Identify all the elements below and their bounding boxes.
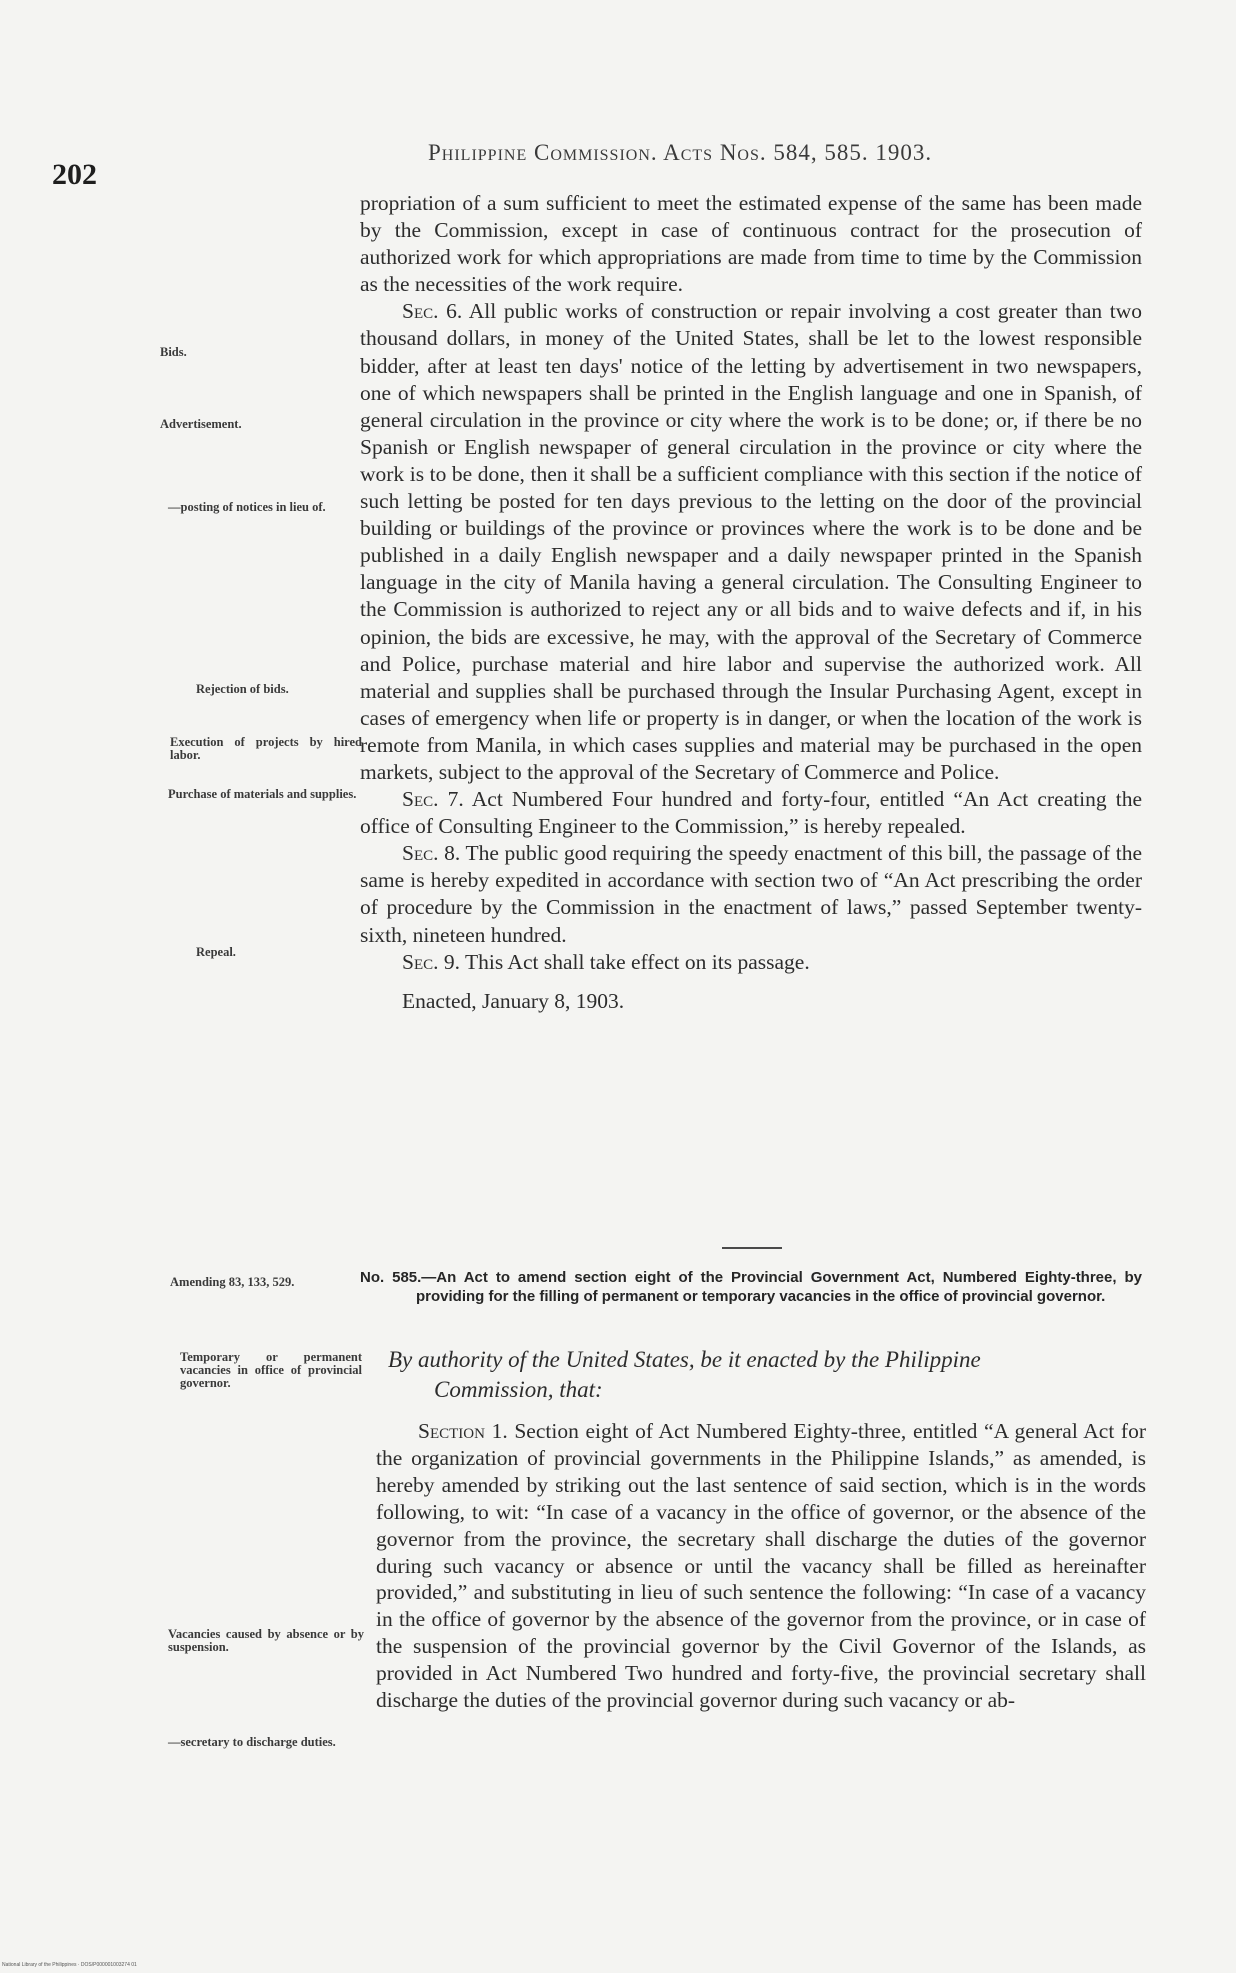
act-585-section-1 <box>376 1418 1146 1714</box>
enacted-date: Enacted, January 8, 1903. <box>402 988 625 1013</box>
section-8-label: Sec. 8. <box>402 841 461 866</box>
margin-note-secretary: —secretary to discharge duties. <box>168 1735 336 1749</box>
section-6 <box>360 298 1142 786</box>
act-584-continuation: propriation of a sum sufficient to meet the estimated expense of the same has been made by the Commission, except in case of continuous contract for the prosecution of authorized work for which appropriations are made from time to time by the Commission as the necessities of the work require. <box>360 191 1142 297</box>
section-7 <box>360 786 1142 840</box>
section-8-text: The public good requiring the speedy enactment of this bill, the passage of the same is hereby expedited in accordance with section two of “An Act prescribing the order of procedure by the Commission in the enactment of laws,” passed September twenty-sixth, nineteen hundred. <box>360 841 1142 947</box>
enacting-clause <box>388 1345 1148 1405</box>
margin-note-posting: —posting of notices in lieu of. <box>168 500 326 514</box>
margin-note-execution: Execution of projects by hired labor. <box>170 735 362 762</box>
act-585-heading: No. 585.—An Act to amend section eight of the Provincial Government Act, Numbered Eighty-three, by providing for the filling of permanent or temporary vacancies in the office of provincial governor. <box>360 1269 1142 1305</box>
act-585-section-1-label: Section 1. <box>418 1419 508 1443</box>
margin-note-bids: Bids. <box>160 345 187 359</box>
section-7-text: Act Numbered Four hundred and forty-four, entitled “An Act creating the office of Consulting Engineer to the Commission,” is hereby repealed. <box>360 787 1143 839</box>
running-head: Philippine Commission. Acts Nos. 584, 585. 1903. <box>428 140 933 165</box>
section-9-label: Sec. 9. <box>402 949 460 974</box>
section-8 <box>360 840 1142 948</box>
margin-note-vacancies: Vacancies caused by absence or by suspension. <box>168 1627 364 1654</box>
margin-note-temporary: Temporary or permanent vacancies in office of provincial governor. <box>180 1350 362 1390</box>
page-number: 202 <box>52 158 97 191</box>
margin-note-amending: Amending 83, 133, 529. <box>170 1275 295 1289</box>
act-585-section-1-text: Section eight of Act Numbered Eighty-three, entitled “A general Act for the organization of provincial governments in the Philippine Islands,” as amended, is hereby amended by striking out the last sentence of said section, which is in the words following, to wit: “In case of a vacancy in the office of governor, or the absence of the governor from the province, the secretary shall discharge the duties of the governor during such vacancy or absence or until the vacancy shall be filled as hereinafter provided,” and substituting in lieu of such sentence the following: “In case of a vacancy in the office of governor by the absence of the governor from the province, or in case of the suspension of the provincial governor by the Civil Governor of the Islands, as provided in Act Numbered Two hundred and forty-five, the provincial secretary shall discharge the duties of the provincial governor during such vacancy or ab- <box>376 1419 1147 1713</box>
section-6-label: Sec. 6. <box>402 299 463 324</box>
act-585-text <box>376 1418 1146 1714</box>
margin-note-repeal: Repeal. <box>196 945 236 959</box>
margin-note-purchase: Purchase of materials and supplies. <box>168 787 357 801</box>
margin-note-rejection: Rejection of bids. <box>196 682 289 696</box>
scan-footer: National Library of the Philippines · DOS/P000001003274 01 <box>2 1962 137 1968</box>
enacting-line-2: Commission, that: <box>434 1377 603 1402</box>
enacting-line-1: By authority of the United States, be it enacted by the Philippine <box>388 1347 981 1372</box>
section-7-label: Sec. 7. <box>402 787 464 812</box>
section-9-text: This Act shall take effect on its passage. <box>465 949 810 974</box>
section-6-text: All public works of construction or repair involving a cost greater than two thousand dollars, in money of the United States, shall be let to the lowest responsible bidder, after at least ten days' notice of the letting by advertisement in two newspapers, one of which newspapers shall be printed in the English language and one in Spanish, of general circulation in the province or city where the work is to be done; or, if there be no Spanish or English newspaper of general circulation in the province or city where the work is to be done, then it shall be a sufficient compliance with this section if the notice of such letting be posted for ten days previous to the letting on the door of the provincial building or buildings of the province or provinces where the work is to be done and be published in a daily English newspaper and a daily newspaper printed in the Spanish language in the city of Manila having a general circulation. The Consulting Engineer to the Commission is authorized to reject any or all bids and to waive defects and if, in his opinion, the bids are excessive, he may, with the approval of the Secretary of Commerce and Police, purchase material and hire labor and supervise the authorized work. All material and supplies shall be purchased through the Insular Purchasing Agent, except in cases of emergency when life or property is in danger, or when the location of the work is remote from Manila, in which cases supplies and material may be purchased in the open markets, subject to the approval of the Secretary of Commerce and Police. <box>360 299 1143 784</box>
margin-note-advertisement: Advertisement. <box>160 417 242 431</box>
act-584-text <box>360 190 1142 1015</box>
section-divider <box>722 1247 782 1249</box>
section-9 <box>360 949 1142 976</box>
